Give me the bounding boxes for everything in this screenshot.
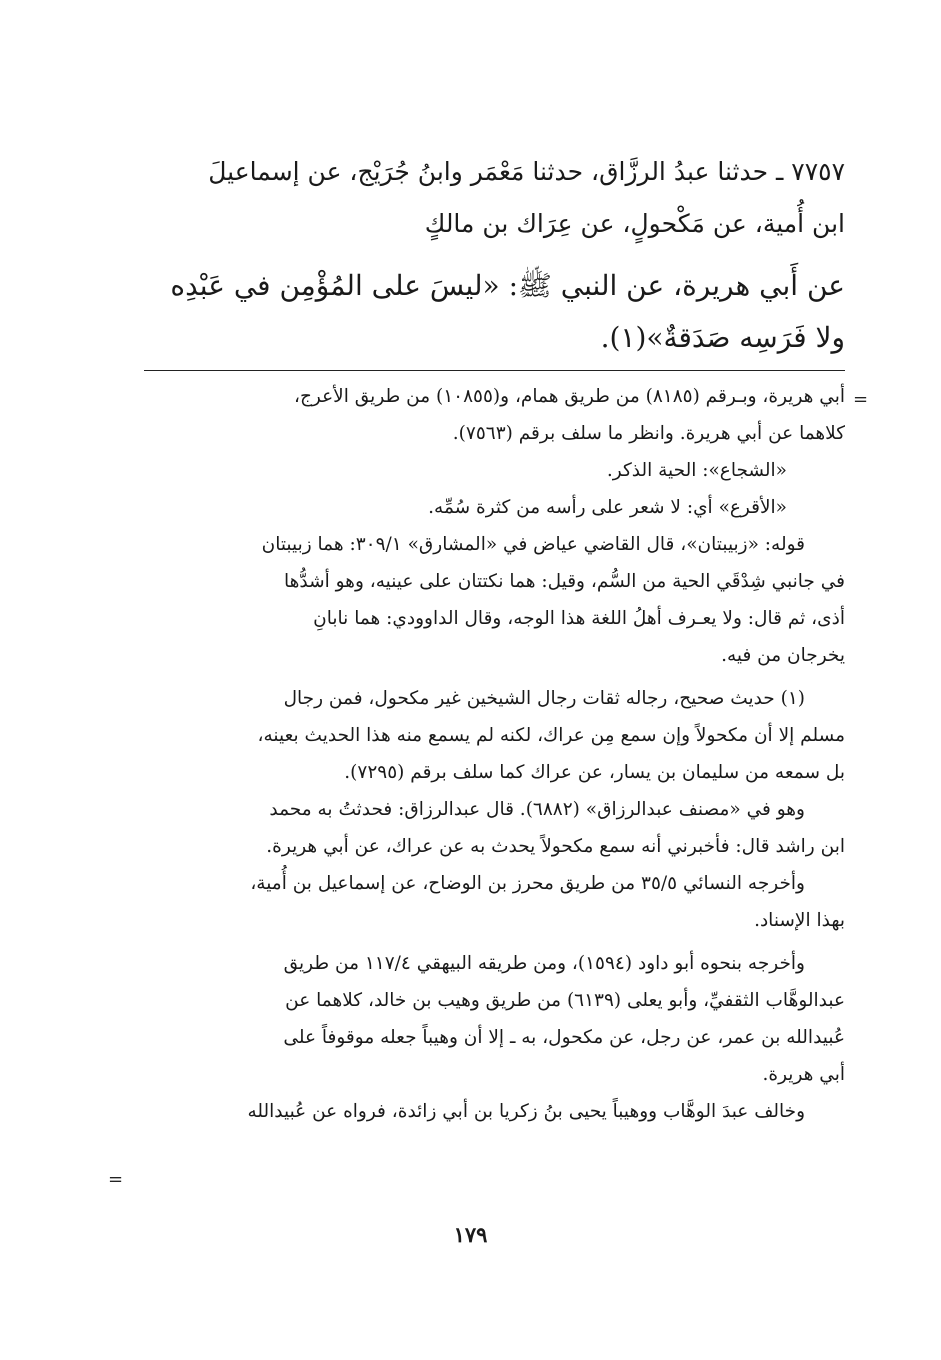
footnote-definitions — [145, 452, 845, 526]
footnote-abudawud — [145, 945, 845, 1093]
footnote-line: عبدالوهَّاب الثقفيِّ، وأبو يعلى (٦١٣٩) من طريق وهيب بن خالد، كلاهما عن — [285, 990, 845, 1011]
hadith-line-2: ابن أُمية، عن مَكْحولٍ، عن عِرَاك بن مالكٍ — [424, 209, 845, 238]
hadith-line-3: عن أَبي هريرة، عن النبي ﷺ: «ليسَ على المُؤْمِن في عَبْدِه — [170, 269, 845, 302]
footnote-musannaf — [145, 791, 845, 865]
footnote-line: أذى، ثم قال: ولا يعـرف أهلُ اللغة هذا الوجه، وقال الداوودي: هما نابانِ — [313, 608, 845, 629]
footnote-line: وهو في «مصنف عبدالرزاق» (٦٨٨٢). قال عبدالرزاق: فحدثتُ به محمد — [269, 799, 805, 820]
footnote-line: يخرجان من فيه. — [721, 645, 845, 666]
footnote-continued — [145, 378, 845, 452]
footnote-line: بهذا الإسناد. — [754, 910, 845, 931]
hadith-line-1: ٧٧٥٧ ـ حدثنا عبدُ الرزَّاق، حدثنا مَعْمَر وابنُ جُرَيْج، عن إسماعيلَ — [208, 157, 845, 186]
footnote-line: مسلم إلا أن مكحولاً وإن سمع مِن عراك، لكنه لم يسمع منه هذا الحديث بعينه، — [257, 725, 845, 746]
footnote-qawluhu — [145, 526, 845, 674]
footnote-line: قوله: «زبيبتان»، قال القاضي عياض في «المشارق» ٣٠٩/١: هما زبيبتان — [261, 534, 805, 555]
footnote-line: أبي هريرة، وبـرقم (٨١٨٥) من طريق همام، و(١٠٨٥٥) من طريق الأعرج، — [294, 386, 845, 407]
footnote-line: كلاهما عن أبي هريرة. وانظر ما سلف برقم (٧٥٦٣). — [452, 423, 845, 444]
continuation-marker: = — [853, 389, 869, 410]
footnote-line: ابن راشد قال: فأخبرني أنه سمع مكحولاً يحدث به عن عراك، عن أبي هريرة. — [266, 836, 845, 857]
footnote-last — [145, 1093, 845, 1130]
footnote-line: بل سمعه من سليمان بن يسار، عن عراك كما سلف برقم (٧٢٩٥). — [344, 762, 845, 783]
footnote-1 — [145, 680, 845, 791]
hadith-text — [145, 146, 845, 364]
page-number: ١٧٩ — [453, 1222, 488, 1247]
footnote-line: وأخرجه بنحوه أبو داود (١٥٩٤)، ومن طريقه البيهقي ١١٧/٤ من طريق — [283, 953, 805, 974]
footnote-line: وخالف عبدَ الوهَّاب ووهيباً يحيى بنُ زكريا بن أبي زائدة، فرواه عن عُبيدالله — [247, 1101, 805, 1122]
footnote-line: عُبيدالله بن عمر، عن رجل، عن مكحول، به ـ إلا أن وهيباً جعله موقوفاً على — [283, 1027, 845, 1048]
footnote-divider — [144, 370, 845, 371]
definition-aqra: «الأقرع» أي: لا شعر على رأسه من كثرة سُمِّه. — [428, 497, 787, 518]
definition-shujaa: «الشجاع»: الحية الذكر. — [606, 460, 787, 481]
hadith-line-4: ولا فَرَسِه صَدَقةٌ»(١). — [600, 321, 845, 354]
footnote-line: أبي هريرة. — [762, 1064, 845, 1085]
footnotes — [145, 378, 845, 1130]
footnote-line: (١) حديث صحيح، رجاله ثقات رجال الشيخين غير مكحول، فمن رجال — [283, 688, 805, 709]
footnote-line: وأخرجه النسائي ٣٥/٥ من طريق محرز بن الوضاح، عن إسماعيل بن أُمية، — [250, 873, 805, 894]
continues-marker: = — [108, 1169, 124, 1190]
footnote-line: في جانبي شِدْقَي الحية من السُّم، وقيل: هما نكتتان على عينيه، وهو أشدُّها — [284, 571, 845, 592]
footnote-nasai — [145, 865, 845, 939]
